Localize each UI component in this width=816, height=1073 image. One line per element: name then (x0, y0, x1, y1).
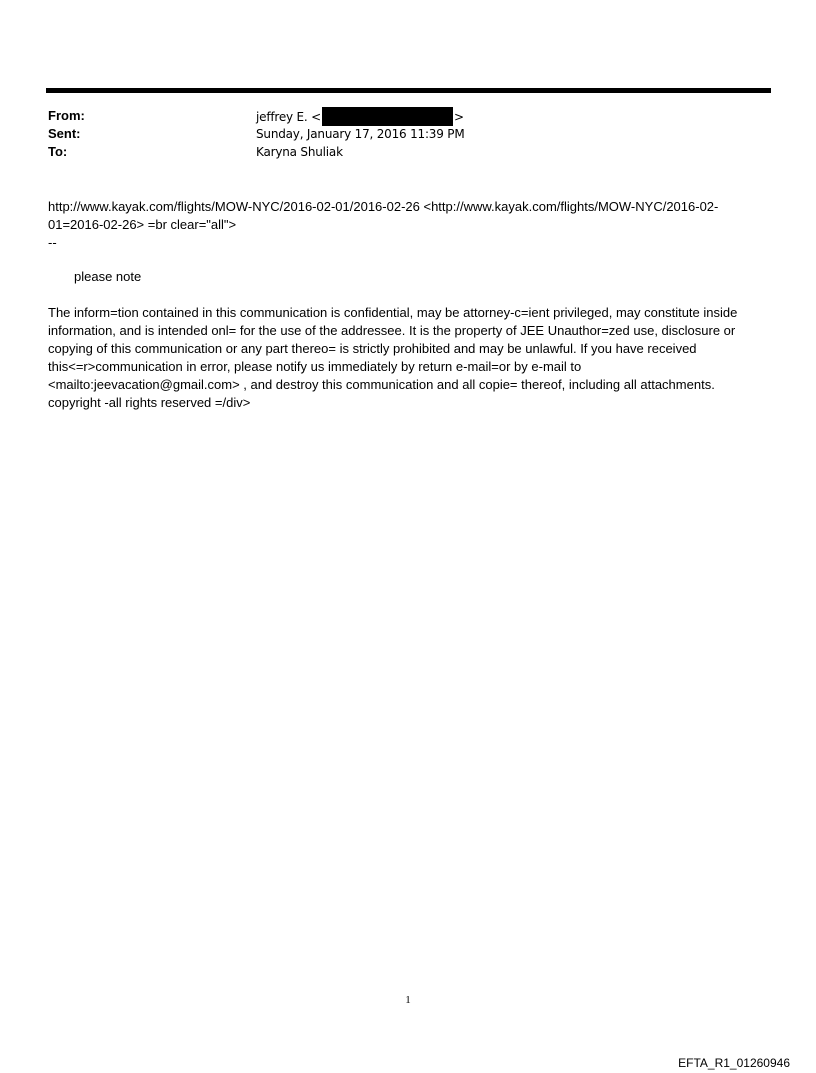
document-id: EFTA_R1_01260946 (678, 1056, 790, 1070)
sent-value: Sunday, January 17, 2016 11:39 PM (256, 127, 465, 141)
from-label: From: (48, 108, 85, 123)
to-label: To: (48, 144, 68, 159)
page-number: 1 (405, 994, 411, 1006)
from-name: jeffrey E. < (256, 110, 322, 124)
sent-label: Sent: (48, 126, 81, 141)
header-divider (46, 88, 771, 93)
url-line: http://www.kayak.com/flights/MOW-NYC/2016-02-01/2016-02-26 <http://www.kayak.com/flights/MOW-NYC/2016-02-01=2016-02-26> =br clear="all"> (48, 199, 719, 232)
note-text: please note (74, 269, 142, 284)
from-close: > (454, 110, 464, 124)
from-value (256, 107, 464, 126)
disclaimer-text: The inform=tion contained in this communication is confidential, may be attorney-c=ient privileged, may constitute inside information, and is intended onl= for the use of the addressee. It is the property of JEE Unauthor=zed use, disclosure or copying of this communication or any part thereo= is strictly prohibited and may be unlawful. If you have received this<=r>communication in error, please notify us immediately by return e-mail=or by e-mail to <mailto:jeevacation@gmail.com> , and destroy this communication and all copie= thereof, including all attachments. copyright -all rights reserved =/div> (48, 305, 738, 410)
to-value: Karyna Shuliak (256, 145, 343, 159)
redaction-bar (322, 107, 453, 126)
signature-separator: -- (48, 235, 57, 250)
